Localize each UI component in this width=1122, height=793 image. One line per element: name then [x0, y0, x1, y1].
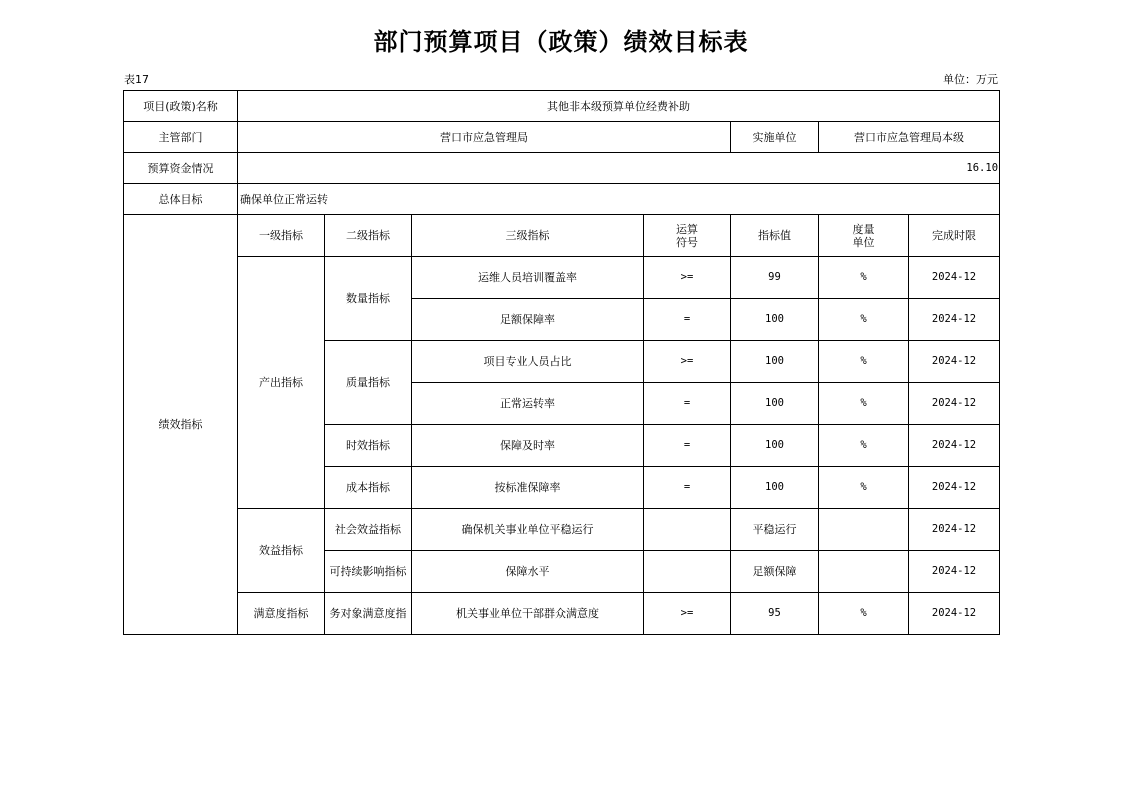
- page-title: 部门预算项目（政策）绩效目标表: [373, 28, 749, 56]
- unit-label: 单位：万元: [943, 73, 998, 86]
- group-satisfaction: 满意度指标: [238, 593, 325, 635]
- indicator-name: 项目专业人员占比: [412, 341, 644, 383]
- indicator-name: 按标准保障率: [412, 467, 644, 509]
- goal-label: 总体目标: [124, 184, 238, 215]
- project-label: 项目(政策)名称: [124, 91, 238, 122]
- header-deadline: 完成时限: [909, 215, 1000, 257]
- indicator-op: =: [644, 299, 731, 341]
- indicator-op: =: [644, 383, 731, 425]
- indicator-value: 100: [731, 299, 819, 341]
- group-benefit: 效益指标: [238, 509, 325, 593]
- impl-value: 营口市应急管理局本级: [819, 122, 1000, 153]
- header-level1: 一级指标: [238, 215, 325, 257]
- group-social: 社会效益指标: [325, 509, 412, 551]
- indicator-unit: %: [819, 257, 909, 299]
- impl-label: 实施单位: [731, 122, 819, 153]
- group-service: 务对象满意度指: [325, 593, 412, 635]
- project-value: 其他非本级预算单位经费补助: [238, 91, 1000, 122]
- indicator-name: 运维人员培训覆盖率: [412, 257, 644, 299]
- goal-value: 确保单位正常运转: [238, 184, 1000, 215]
- indicator-value: 足额保障: [731, 551, 819, 593]
- indicator-unit: %: [819, 425, 909, 467]
- indicator-deadline: 2024-12: [909, 509, 1000, 551]
- group-output: 产出指标: [238, 257, 325, 509]
- indicator-value: 95: [731, 593, 819, 635]
- department-row: [124, 122, 1000, 153]
- indicator-value: 100: [731, 341, 819, 383]
- indicator-unit: %: [819, 341, 909, 383]
- table-row: [124, 509, 1000, 551]
- indicator-unit: [819, 551, 909, 593]
- indicator-value: 100: [731, 425, 819, 467]
- indicator-unit: %: [819, 383, 909, 425]
- indicator-value: 100: [731, 467, 819, 509]
- header-level2: 二级指标: [325, 215, 412, 257]
- header-op: [644, 215, 731, 257]
- indicator-name: 机关事业单位干部群众满意度: [412, 593, 644, 635]
- header-unit-line1: 度量: [852, 222, 875, 236]
- group-quality: 质量指标: [325, 341, 412, 425]
- indicator-deadline: 2024-12: [909, 593, 1000, 635]
- indicator-deadline: 2024-12: [909, 551, 1000, 593]
- indicator-value: 平稳运行: [731, 509, 819, 551]
- header-unit-line2: 单位: [852, 235, 875, 249]
- header-unit: [819, 215, 909, 257]
- project-row: [124, 91, 1000, 122]
- indicator-deadline: 2024-12: [909, 425, 1000, 467]
- header-level3: 三级指标: [412, 215, 644, 257]
- table-row: [124, 257, 1000, 299]
- indicator-deadline: 2024-12: [909, 299, 1000, 341]
- indicator-name: 确保机关事业单位平稳运行: [412, 509, 644, 551]
- performance-table: [123, 90, 1000, 635]
- funds-label: 预算资金情况: [124, 153, 238, 184]
- indicator-deadline: 2024-12: [909, 467, 1000, 509]
- funds-value: 16.10: [238, 153, 1000, 184]
- indicator-op: =: [644, 425, 731, 467]
- dept-label: 主管部门: [124, 122, 238, 153]
- goal-row: [124, 184, 1000, 215]
- group-quantity: 数量指标: [325, 257, 412, 341]
- indicator-op: [644, 509, 731, 551]
- indicator-op: =: [644, 467, 731, 509]
- indicator-name: 保障水平: [412, 551, 644, 593]
- indicator-op: >=: [644, 257, 731, 299]
- indicator-op: [644, 551, 731, 593]
- perf-label: 绩效指标: [124, 215, 238, 635]
- header-op-line1: 运算: [676, 222, 698, 236]
- indicator-deadline: 2024-12: [909, 383, 1000, 425]
- indicator-unit: %: [819, 593, 909, 635]
- table-number: 表17: [124, 73, 149, 86]
- indicator-unit: [819, 509, 909, 551]
- dept-value: 营口市应急管理局: [238, 122, 731, 153]
- indicator-unit: %: [819, 467, 909, 509]
- indicator-value: 99: [731, 257, 819, 299]
- indicator-name: 保障及时率: [412, 425, 644, 467]
- group-cost: 成本指标: [325, 467, 412, 509]
- indicator-value: 100: [731, 383, 819, 425]
- group-timeliness: 时效指标: [325, 425, 412, 467]
- indicator-op: >=: [644, 593, 731, 635]
- indicator-deadline: 2024-12: [909, 341, 1000, 383]
- indicator-name: 正常运转率: [412, 383, 644, 425]
- indicator-name: 足额保障率: [412, 299, 644, 341]
- indicator-op: >=: [644, 341, 731, 383]
- header-value: 指标值: [731, 215, 819, 257]
- header-row: [124, 215, 1000, 257]
- indicator-deadline: 2024-12: [909, 257, 1000, 299]
- funds-row: [124, 153, 1000, 184]
- table-row: [124, 593, 1000, 635]
- header-op-line2: 符号: [676, 235, 698, 249]
- group-sustain: 可持续影响指标: [325, 551, 412, 593]
- indicator-unit: %: [819, 299, 909, 341]
